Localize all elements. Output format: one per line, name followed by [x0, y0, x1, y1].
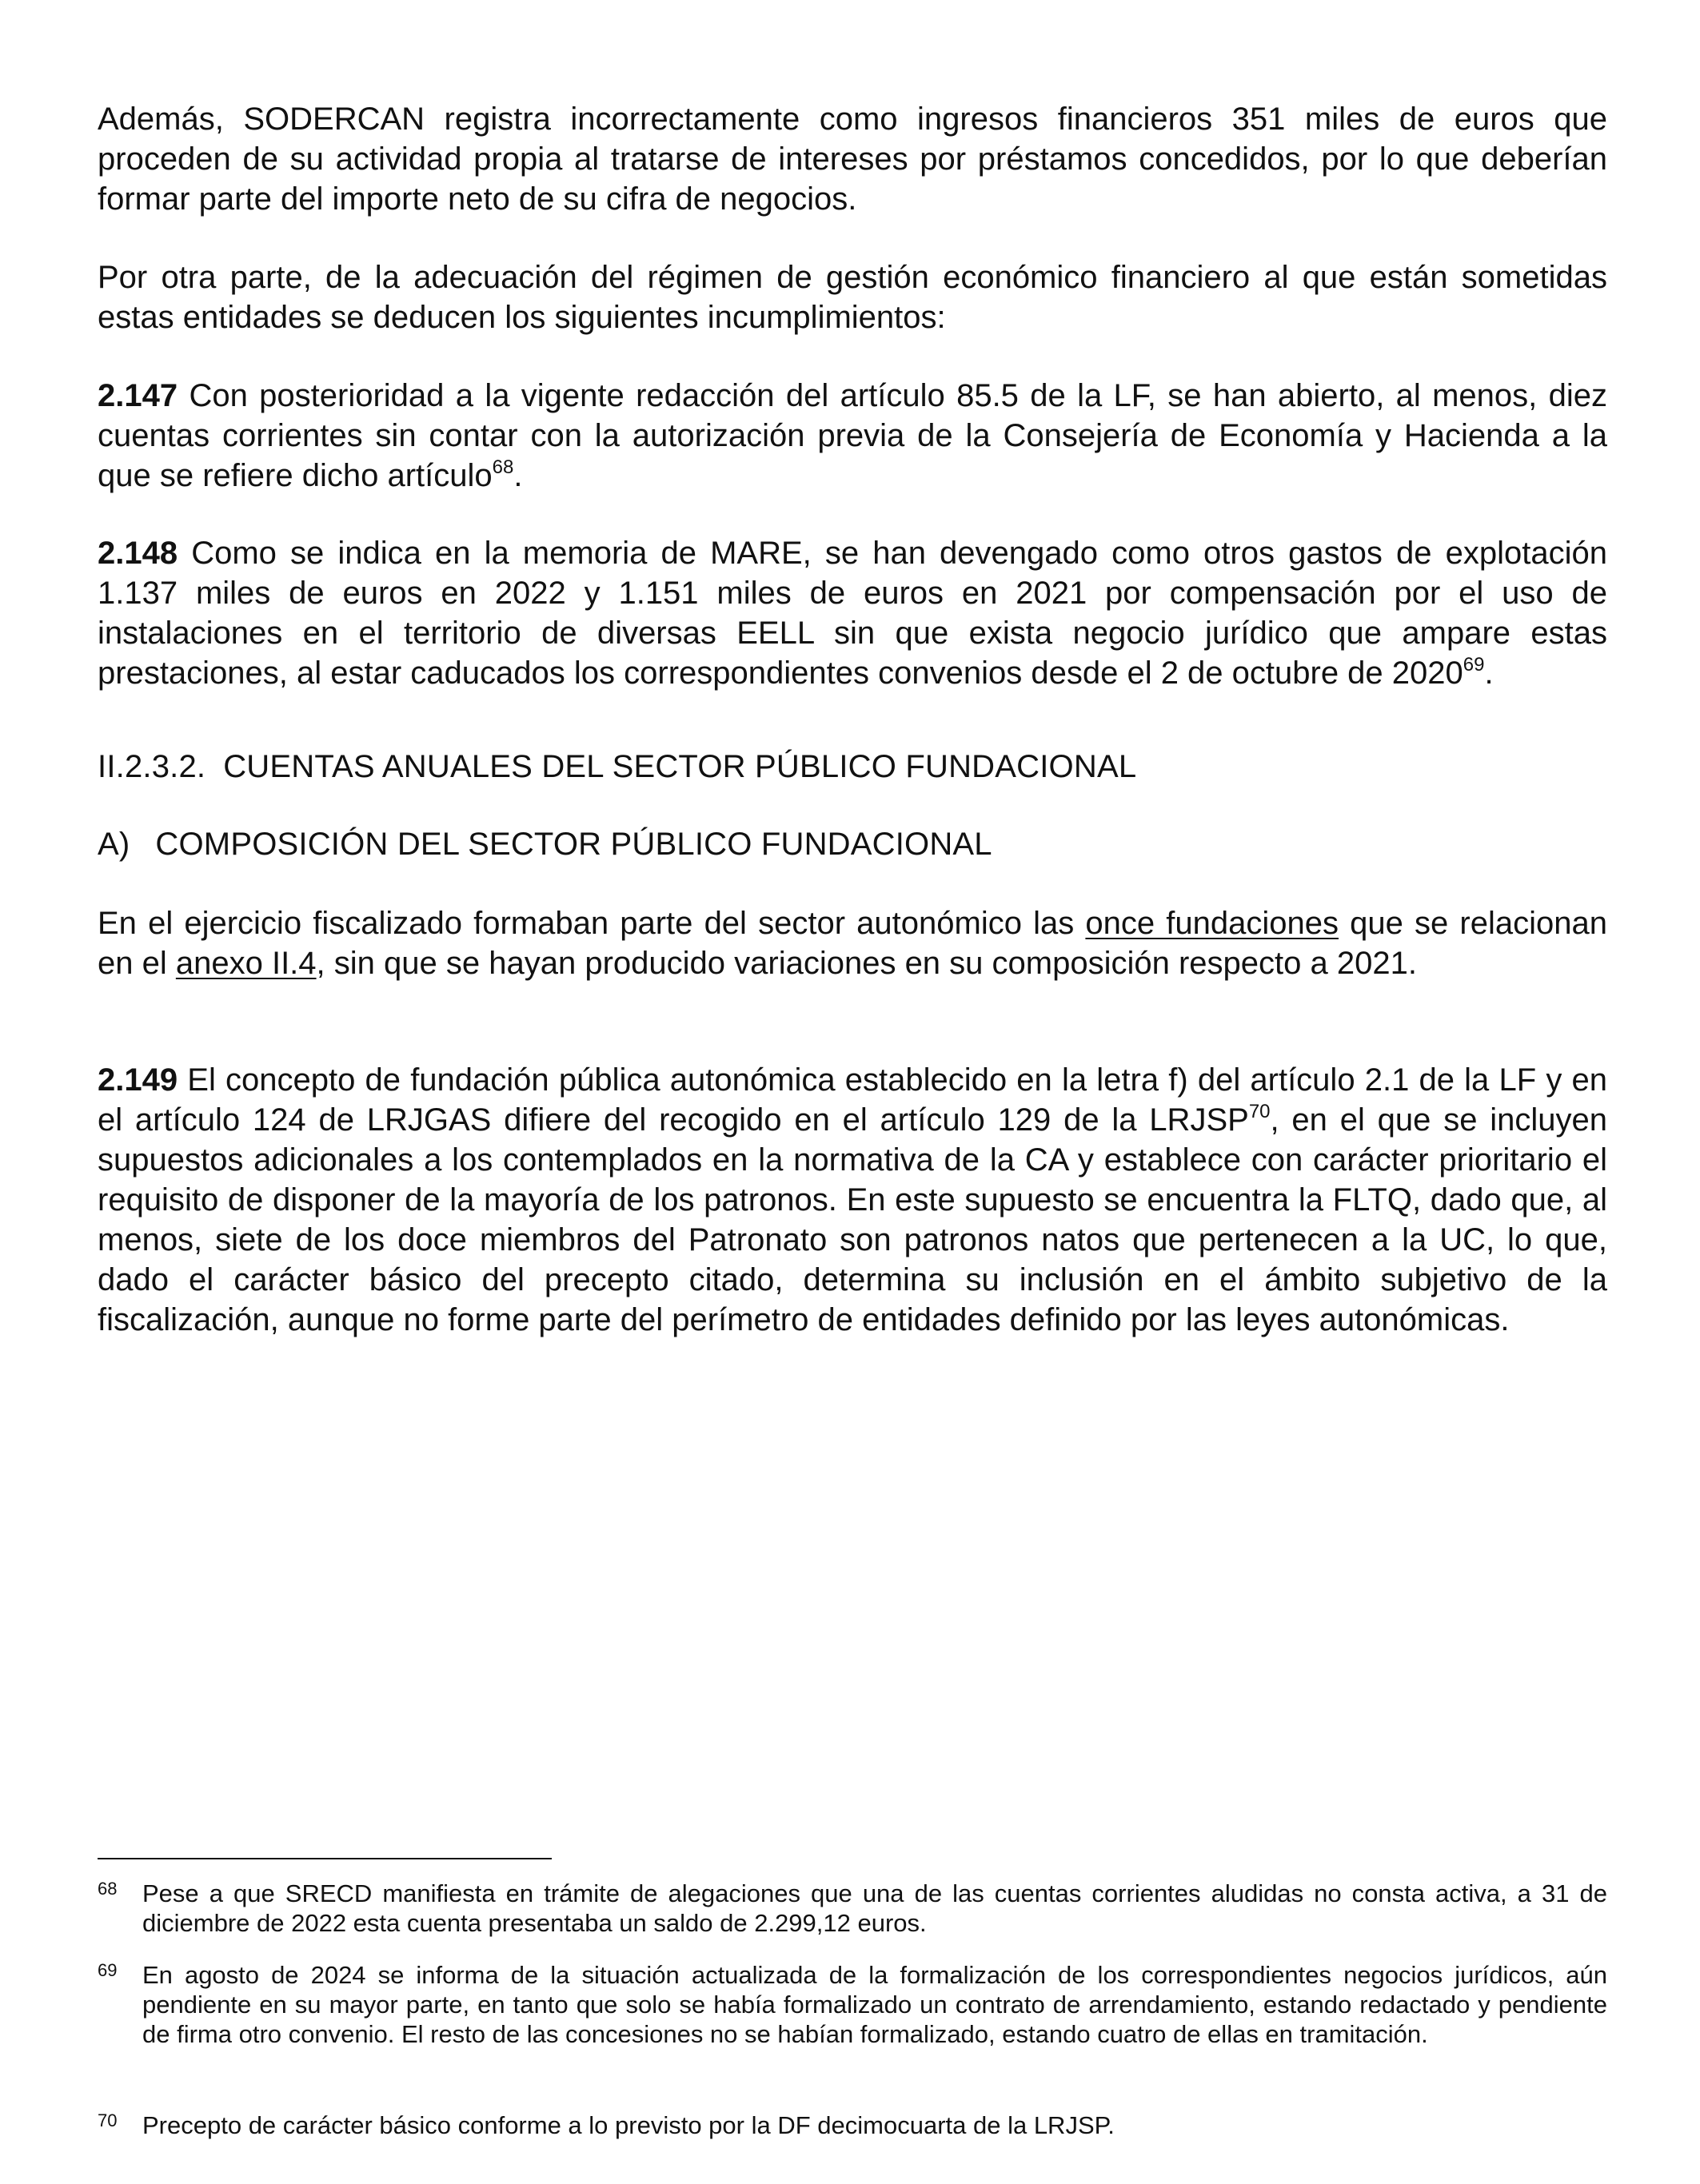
paragraph-sodercan: Además, SODERCAN registra incorrectamente como ingresos financieros 351 miles de euros que proceden de su actividad propia al tratarse de intereses por préstamos concedidos, por lo que deberían formar parte del importe neto de su cifra de negocios.	[98, 102, 1607, 217]
footnote-mark: 69	[98, 1960, 118, 1980]
paragraph-2-149	[98, 1060, 1607, 1340]
footnote-mark: 70	[98, 2110, 118, 2130]
paragraph-text: , en el que se incluyen supuestos adicionales a los contemplados en la normativa de la CA y establece con carácter prioritario el requisito de disponer de la mayoría de los patronos. En este supuesto se encuentra la FLTQ, dado que, al menos, siete de los doce miembros del Patronato son patronos natos que pertenecen a la UC, lo que, dado el carácter básico del precepto citado, determina su inclusión en el ámbito subjetivo de la fiscalización, aunque no forme parte del perímetro de entidades definido por las leyes autonómicas.	[98, 1102, 1608, 1337]
link-once-fundaciones[interactable]: once fundaciones	[1085, 906, 1339, 941]
paragraph-text: que se relacionan en el	[98, 906, 1607, 981]
subsection-title: COMPOSICIÓN DEL SECTOR PÚBLICO FUNDACIONAL	[155, 827, 992, 862]
paragraph-text: Con posterioridad a la vigente redacción del artículo 85.5 de la LF, se han abierto, al menos, diez cuentas corrientes sin contar con la autorización previa de la Consejería de Economía y Hacienda a la que se refiere dicho artículo	[98, 378, 1607, 493]
footnote-68	[98, 1879, 1607, 1938]
footnote-ref-70[interactable]: 70	[1248, 1100, 1271, 1122]
paragraph-text: En el ejercicio fiscalizado formaban parte del sector autonómico las	[98, 906, 1086, 941]
paragraph-number: 2.148	[98, 536, 178, 571]
paragraph-end: .	[1484, 656, 1494, 691]
footnote-69	[98, 1960, 1607, 2049]
paragraph-text: Como se indica en la memoria de MARE, se han devengado como otros gastos de explotación 1.137 miles de euros en 2022 y 1.151 miles de euros en 2021 por compensación por el uso de instalaciones en el territorio de diversas EELL sin que exista negocio jurídico que ampare estas prestaciones, al estar caducados los correspondientes convenios desde el 2 de octubre de 2020	[98, 536, 1607, 691]
footnote-text: En agosto de 2024 se informa de la situación actualizada de la formalización de los correspondientes negocios jurídicos, aún pendiente en su mayor parte, en tanto que solo se había formalizado un contrato de arrendamiento, estando redactado y pendiente de firma otro convenio. El resto de las concesiones no se habían formalizado, estando cuatro de ellas en tramitación.	[142, 1961, 1607, 2048]
footnote-ref-69[interactable]: 69	[1463, 653, 1485, 676]
paragraph-2-148	[98, 533, 1607, 693]
footnote-70	[98, 2110, 1607, 2140]
paragraph-number: 2.147	[98, 378, 178, 413]
paragraph-number: 2.149	[98, 1062, 178, 1098]
section-number: II.2.3.2.	[98, 749, 206, 784]
footnote-mark: 68	[98, 1879, 118, 1899]
footnote-text: Pese a que SRECD manifiesta en trámite de alegaciones que una de las cuentas corrientes aludidas no consta activa, a 31 de diciembre de 2022 esta cuenta presentaba un saldo de 2.299,12 euros.	[142, 1879, 1607, 1937]
subsection-heading-a	[98, 824, 992, 864]
paragraph-intro-incumplimientos: Por otra parte, de la adecuación del régimen de gestión económico financiero al que están sometidas estas entidades se deducen los siguientes incumplimientos:	[98, 260, 1607, 335]
section-heading-ii-2-3-2	[98, 747, 1136, 787]
paragraph-text: , sin que se hayan producido variaciones en su composición respecto a 2021.	[316, 946, 1417, 981]
paragraph-composicion	[98, 903, 1607, 983]
footnote-ref-68[interactable]: 68	[492, 456, 514, 478]
paragraph-2-147	[98, 376, 1607, 496]
footnote-text: Precepto de carácter básico conforme a lo previsto por la DF decimocuarta de la LRJSP.	[142, 2111, 1115, 2139]
section-title: CUENTAS ANUALES DEL SECTOR PÚBLICO FUNDACIONAL	[223, 749, 1137, 784]
subsection-letter: A)	[98, 827, 130, 862]
footnote-separator	[98, 1858, 552, 1859]
paragraph-end: .	[513, 458, 523, 493]
link-anexo-ii-4[interactable]: anexo II.4	[175, 946, 317, 981]
paragraph-text: El concepto de fundación pública autonómica establecido en la letra f) del artículo 2.1 de la LF y en el artículo 124 de LRJGAS difiere del recogido en el artículo 129 de la LRJSP	[98, 1062, 1607, 1138]
